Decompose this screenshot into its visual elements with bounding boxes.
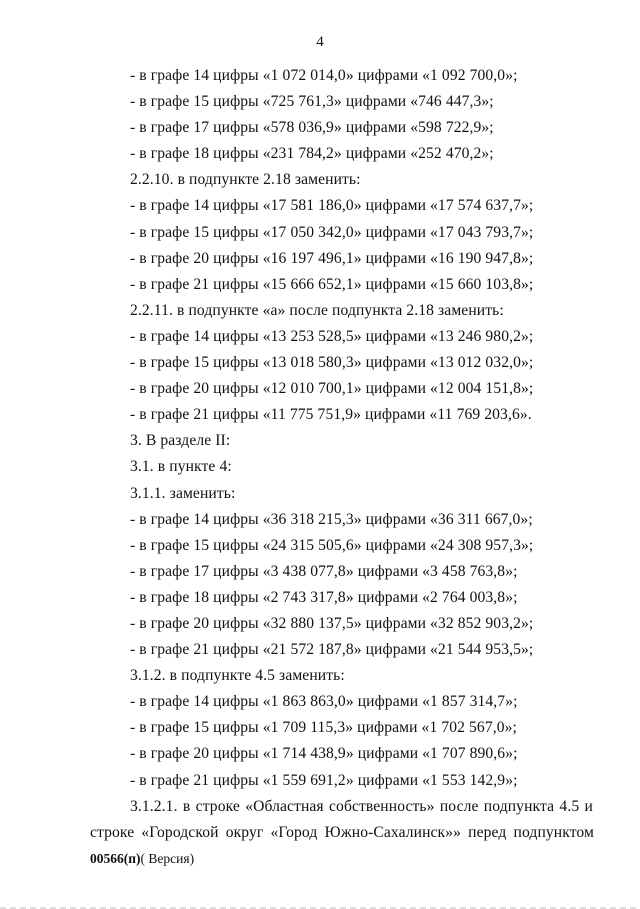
text-line: - в графе 14 цифры «13 253 528,5» цифрами «13 246 980,2»; bbox=[130, 327, 534, 345]
text-line: - в графе 17 цифры «3 438 077,8» цифрами «3 458 763,8»; bbox=[130, 562, 518, 580]
text-line: - в графе 15 цифры «24 315 505,6» цифрами «24 308 957,3»; bbox=[130, 536, 534, 554]
section-heading: 3. В разделе II: bbox=[130, 432, 231, 450]
text-line: - в графе 21 цифры «15 666 652,1» цифрами «15 660 103,8»; bbox=[130, 275, 534, 293]
subsection-heading: 3.1. в пункте 4: bbox=[130, 458, 232, 476]
document-code-number: 00566(п) bbox=[90, 851, 141, 866]
document-body bbox=[0, 63, 640, 846]
text-line: - в графе 21 цифры «21 572 187,8» цифрами «21 544 953,5»; bbox=[130, 641, 534, 659]
text-line: - в графе 14 цифры «1 072 014,0» цифрами «1 092 700,0»; bbox=[130, 67, 518, 84]
paragraph-line: 3.1.2.1. в строке «Областная собственность» после подпункта 4.5 и bbox=[130, 797, 593, 815]
text-line: - в графе 15 цифры «13 018 580,3» цифрами «13 012 032,0»; bbox=[130, 354, 534, 372]
text-line: - в графе 15 цифры «725 761,3» цифрами «746 447,3»; bbox=[130, 93, 494, 111]
text-line: - в графе 20 цифры «16 197 496,1» цифрами «16 190 947,8»; bbox=[130, 249, 534, 267]
text-line: - в графе 20 цифры «1 714 438,9» цифрами «1 707 890,6»; bbox=[130, 745, 518, 763]
text-line: - в графе 21 цифры «11 775 751,9» цифрами «11 769 203,6». bbox=[130, 406, 532, 424]
text-line: - в графе 14 цифры «17 581 186,0» цифрами «17 574 637,7»; bbox=[130, 197, 534, 215]
text-line: - в графе 18 цифры «231 784,2» цифрами «252 470,2»; bbox=[130, 145, 494, 163]
paragraph-line: строке «Городской округ «Город Южно-Сахалинск»» перед подпунктом bbox=[90, 823, 594, 841]
text-line: - в графе 18 цифры «2 743 317,8» цифрами «2 764 003,8»; bbox=[130, 588, 518, 606]
text-line: - в графе 15 цифры «17 050 342,0» цифрами «17 043 793,7»; bbox=[130, 223, 534, 241]
text-line: - в графе 21 цифры «1 559 691,2» цифрами «1 553 142,9»; bbox=[130, 771, 518, 789]
page-number: 4 bbox=[316, 34, 324, 50]
subsection-heading: 3.1.2. в подпункте 4.5 заменить: bbox=[130, 667, 345, 685]
text-line: - в графе 20 цифры «32 880 137,5» цифрами «32 852 903,2»; bbox=[130, 614, 534, 632]
subsection-heading: 2.2.10. в подпункте 2.18 заменить: bbox=[130, 171, 361, 189]
document-code bbox=[90, 851, 194, 867]
text-line: - в графе 14 цифры «36 318 215,3» цифрами «36 311 667,0»; bbox=[130, 510, 533, 528]
text-line: - в графе 15 цифры «1 709 115,3» цифрами «1 702 567,0»; bbox=[130, 719, 517, 737]
text-line: - в графе 17 цифры «578 036,9» цифрами «598 722,9»; bbox=[130, 119, 494, 137]
document-code-version: ( Версия) bbox=[140, 851, 195, 866]
text-line: - в графе 14 цифры «1 863 863,0» цифрами «1 857 314,7»; bbox=[130, 693, 518, 711]
subsection-heading: 2.2.11. в подпункте «а» после подпункта 2.18 заменить: bbox=[130, 301, 504, 319]
text-line: - в графе 20 цифры «12 010 700,1» цифрами «12 004 151,8»; bbox=[130, 380, 534, 398]
subsection-heading: 3.1.1. заменить: bbox=[130, 484, 236, 502]
